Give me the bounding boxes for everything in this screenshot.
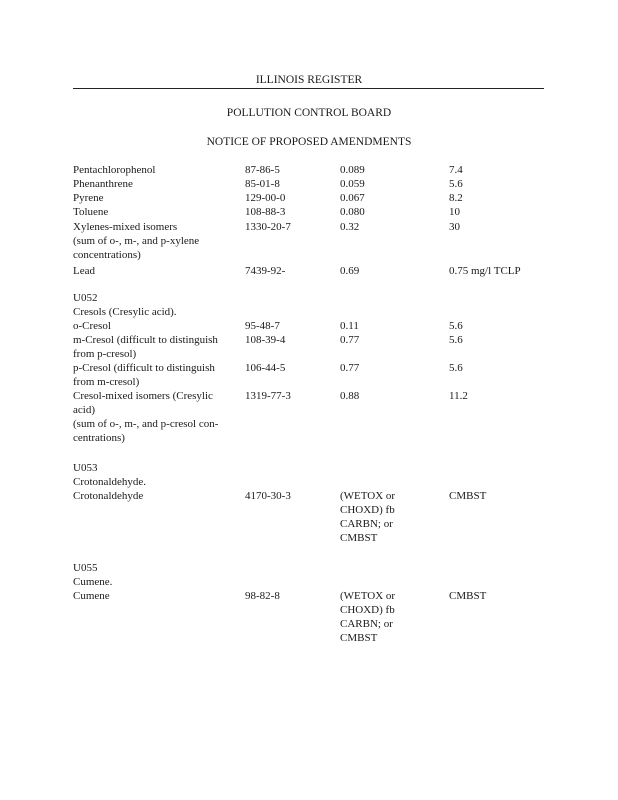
cas-number: 98-82-8 xyxy=(245,590,280,602)
constituent-name: Lead xyxy=(73,265,95,277)
cas-number: 106-44-5 xyxy=(245,362,286,374)
cas-number: 7439-92- xyxy=(245,265,286,277)
cas-number: 85-01-8 xyxy=(245,178,280,190)
wastewater-standard: 0.88 xyxy=(340,390,360,402)
cas-number: 1330-20-7 xyxy=(245,221,291,233)
wastewater-standard: 0.067 xyxy=(340,192,365,204)
notice-title: NOTICE OF PROPOSED AMENDMENTS xyxy=(206,136,412,148)
constituent-name: Cumene xyxy=(73,590,110,602)
nonwastewater-standard: 8.2 xyxy=(449,192,463,204)
constituent-name: p-Cresol (difficult to distinguish from m-cresol) xyxy=(73,362,215,388)
constituent-name: m-Cresol (difficult to distinguish from p-cresol) xyxy=(73,334,218,360)
nonwastewater-standard: 0.75 mg/l TCLP xyxy=(449,265,521,277)
constituent-name: Pyrene xyxy=(73,192,104,204)
wastewater-standard: 0.11 xyxy=(340,320,359,332)
nonwastewater-standard: 11.2 xyxy=(449,390,468,402)
cas-number: 1319-77-3 xyxy=(245,390,291,402)
cas-number: 108-39-4 xyxy=(245,334,286,346)
cas-number: 95-48-7 xyxy=(245,320,280,332)
wastewater-standard: 0.059 xyxy=(340,178,365,190)
wastewater-standard: (WETOX or CHOXD) fb CARBN; or CMBST xyxy=(340,590,396,644)
waste-code: U053 xyxy=(73,462,98,474)
constituent-name: Crotonaldehyde xyxy=(73,490,144,502)
nonwastewater-standard: CMBST xyxy=(449,490,487,502)
wastewater-standard: 0.77 xyxy=(340,362,360,374)
constituent-name: Xylenes-mixed isomers (sum of o-, m-, and p-xylene concentrations) xyxy=(73,221,200,261)
wastewater-standard: (WETOX or CHOXD) fb CARBN; or CMBST xyxy=(340,490,396,544)
nonwastewater-standard: 5.6 xyxy=(449,320,463,332)
constituent-name: Cresol-mixed isomers (Cresylic acid) (sum of o-, m-, and p-cresol con- centrations) xyxy=(73,390,219,444)
cas-number: 129-00-0 xyxy=(245,192,286,204)
cas-number: 4170-30-3 xyxy=(245,490,291,502)
waste-description: Crotonaldehyde. xyxy=(73,476,147,488)
nonwastewater-standard: 5.6 xyxy=(449,178,463,190)
constituent-name: Toluene xyxy=(73,206,109,218)
wastewater-standard: 0.32 xyxy=(340,221,360,233)
constituent-name: Phenanthrene xyxy=(73,178,133,190)
nonwastewater-standard: 7.4 xyxy=(449,164,463,176)
nonwastewater-standard: 5.6 xyxy=(449,334,463,346)
nonwastewater-standard: CMBST xyxy=(449,590,487,602)
constituent-name: Pentachlorophenol xyxy=(73,164,156,176)
nonwastewater-standard: 30 xyxy=(449,221,460,233)
header-rule xyxy=(73,88,544,89)
cas-number: 108-88-3 xyxy=(245,206,286,218)
board-title: POLLUTION CONTROL BOARD xyxy=(226,107,392,119)
wastewater-standard: 0.080 xyxy=(340,206,365,218)
waste-code: U055 xyxy=(73,562,98,574)
wastewater-standard: 0.089 xyxy=(340,164,365,176)
constituent-name: o-Cresol xyxy=(73,320,111,332)
waste-code: U052 xyxy=(73,292,98,304)
waste-description: Cumene. xyxy=(73,576,113,588)
cas-number: 87-86-5 xyxy=(245,164,280,176)
nonwastewater-standard: 5.6 xyxy=(449,362,463,374)
nonwastewater-standard: 10 xyxy=(449,206,460,218)
wastewater-standard: 0.77 xyxy=(340,334,360,346)
register-title: ILLINOIS REGISTER xyxy=(255,74,363,86)
waste-description: Cresols (Cresylic acid). xyxy=(73,306,177,318)
wastewater-standard: 0.69 xyxy=(340,265,360,277)
